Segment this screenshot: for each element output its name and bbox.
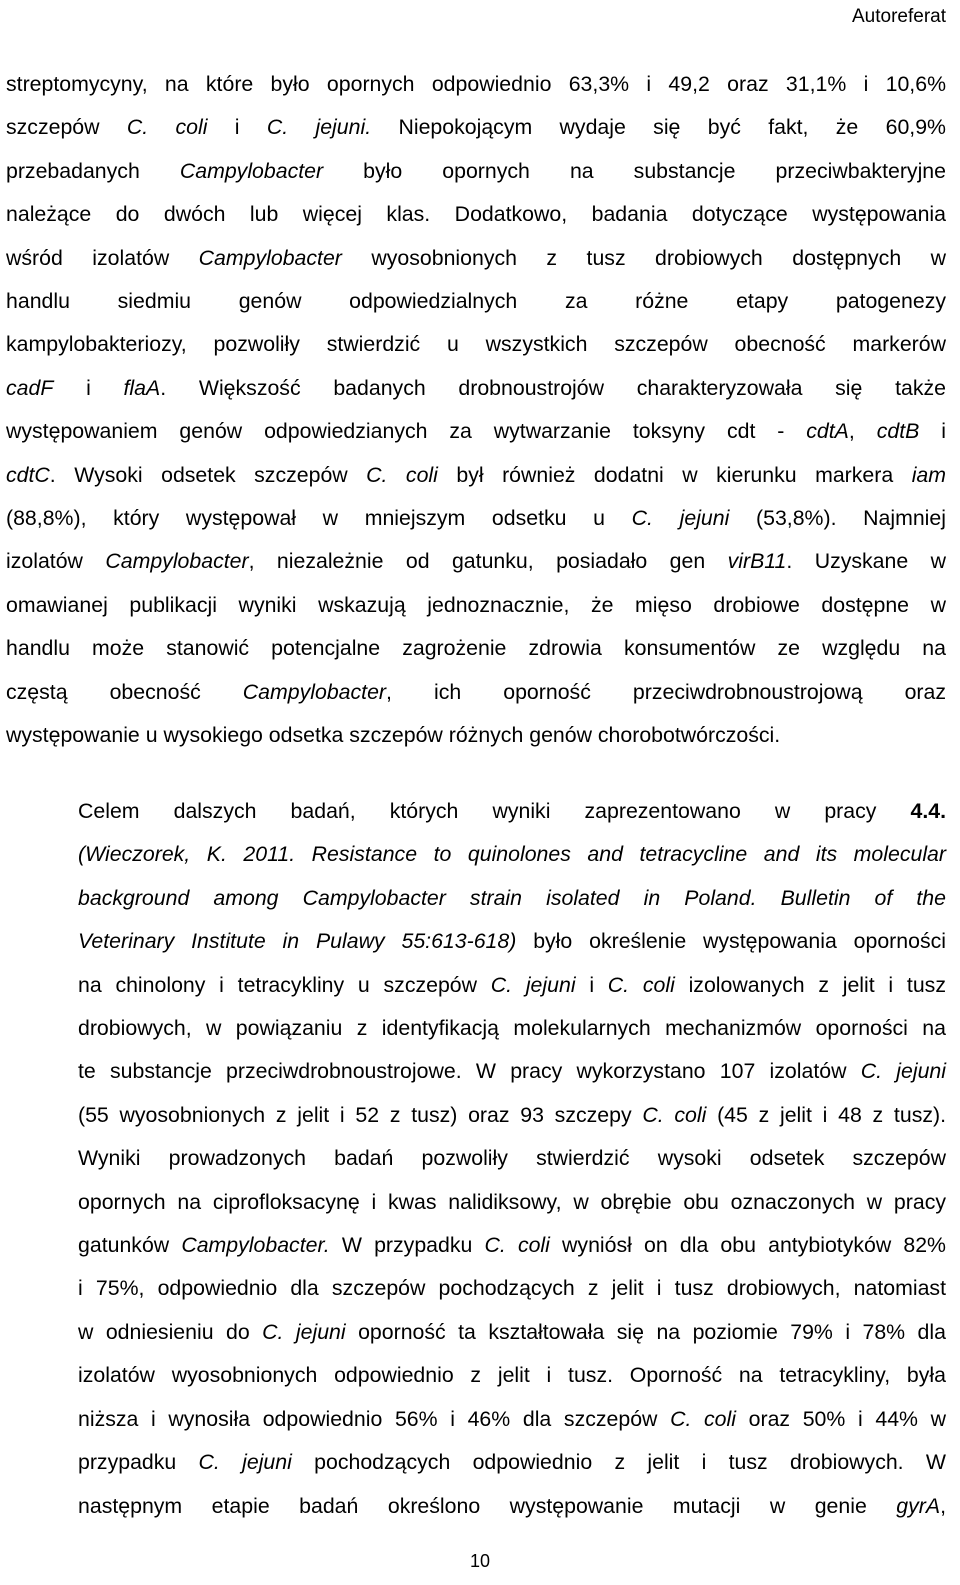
- text-line: [6, 1137, 946, 1180]
- text-run: gatunków: [78, 1233, 182, 1258]
- text-run: . Wysoki odsetek szczepów: [49, 462, 367, 487]
- text-run: izolatów: [6, 549, 106, 574]
- bold-run: 4.4.: [910, 799, 946, 823]
- italic-run: cdtC: [6, 462, 50, 487]
- italic-run: Campylobacter: [179, 158, 324, 183]
- text-line: [6, 237, 946, 280]
- text-run: i: [919, 419, 946, 444]
- text-run: w odniesieniu do: [78, 1319, 263, 1344]
- text-line: [6, 1094, 946, 1137]
- text-run: handlu może stanowić potencjalne zagrożenie zdrowia konsumentów ze względu na: [6, 636, 946, 661]
- italic-run: C. coli: [484, 1233, 550, 1258]
- body-paragraph-1: [6, 63, 946, 758]
- text-line: [6, 1354, 946, 1397]
- text-line: [6, 671, 946, 714]
- italic-run: C. jejuni: [631, 506, 730, 531]
- text-run: ,: [848, 419, 877, 444]
- text-line: [6, 964, 946, 1007]
- text-run: było określenie występowania oporności: [516, 929, 946, 954]
- text-line: [6, 1007, 946, 1050]
- text-line: [6, 1441, 946, 1484]
- text-run: handlu siedmiu genów odpowiedzialnych za różne etapy patogenezy: [6, 289, 946, 314]
- italic-run: C. jejuni: [262, 1319, 346, 1344]
- text-run: te substancje przeciwdrobnoustrojowe. W pracy wykorzystano 107 izolatów: [78, 1059, 861, 1084]
- text-run: częstą obecność: [6, 679, 243, 704]
- text-run: pochodzących odpowiednio z jelit i tusz drobiowych. W: [291, 1450, 946, 1475]
- running-header: Autoreferat: [852, 6, 946, 27]
- text-line: [6, 193, 946, 236]
- italic-run: C. coli: [670, 1406, 736, 1431]
- text-run: izolatów wyosobnionych odpowiednio z jelit i tusz. Oporność na tetracykliny, była: [78, 1363, 946, 1388]
- text-line: [6, 920, 946, 963]
- italic-run: gyrA: [896, 1493, 941, 1518]
- text-line: [6, 1050, 946, 1093]
- text-run: następnym etapie badań określono występowanie mutacji w genie: [78, 1493, 897, 1518]
- text-line: [6, 790, 946, 833]
- italic-run: C. coli: [126, 115, 208, 140]
- text-run: . Uzyskane w: [786, 549, 947, 574]
- text-run: występowaniem genów odpowiedzianych za wytwarzanie toksyny cdt -: [6, 419, 807, 444]
- text-run: wśród izolatów: [6, 245, 199, 270]
- text-run: oporność ta kształtowała się na poziomie 79% i 78% dla: [345, 1319, 946, 1344]
- text-run: występowanie u wysokiego odsetka szczepów różnych genów chorobotwórczości.: [6, 723, 781, 748]
- text-line: [6, 877, 946, 920]
- text-line: [6, 367, 946, 410]
- text-run: wyniósł on dla obu antybiotyków 82%: [549, 1233, 946, 1258]
- text-run: (53,8%). Najmniej: [729, 506, 946, 531]
- text-run: Niepokojącym wydaje się być fakt, że 60,9%: [371, 115, 946, 140]
- italic-run: C. jejuni: [860, 1059, 946, 1084]
- italic-run: C. coli: [366, 462, 438, 487]
- text-line: [6, 323, 946, 366]
- italic-run: Campylobacter: [242, 679, 387, 704]
- text-line: [6, 63, 946, 106]
- page-number: 10: [469, 1551, 491, 1571]
- text-line: [6, 454, 946, 497]
- text-run: przypadku: [78, 1450, 199, 1475]
- text-line: [6, 410, 946, 453]
- text-run: Wyniki prowadzonych badań pozwoliły stwierdzić wysoki odsetek szczepów: [78, 1146, 946, 1171]
- text-line: [6, 1224, 946, 1267]
- italic-run: Campylobacter: [105, 549, 249, 574]
- text-run: (45 z jelit i 48 z tusz).: [706, 1102, 946, 1127]
- text-line: [6, 1267, 946, 1310]
- text-line: [6, 106, 946, 149]
- italic-run: cadF: [6, 375, 54, 400]
- text-run: na chinolony i tetracykliny u szczepów: [78, 972, 491, 997]
- italic-run: flaA: [123, 375, 161, 400]
- text-line: [6, 497, 946, 540]
- text-line: [6, 150, 946, 193]
- italic-run: C. coli: [642, 1102, 707, 1127]
- text-line: [6, 1485, 946, 1528]
- italic-run: Veterinary Institute in Pulawy 55:613-618): [78, 929, 517, 954]
- text-line: [6, 714, 946, 757]
- text-run: W przypadku: [329, 1233, 485, 1258]
- text-run: i: [53, 375, 124, 400]
- text-run: i: [575, 972, 608, 997]
- text-run: kampylobakteriozy, pozwoliły stwierdzić u wszystkich szczepów obecność markerów: [6, 332, 946, 357]
- text-run: przebadanych: [6, 158, 180, 183]
- text-run: omawianej publikacji wyniki wskazują jednoznacznie, że mięso drobiowe dostępne w: [6, 592, 946, 617]
- text-run: wyosobnionych z tusz drobiowych dostępnych w: [341, 245, 946, 270]
- italic-run: (Wieczorek, K. 2011. Resistance to quinolones and tetracycline and its molecular: [78, 842, 946, 867]
- text-run: izolowanych z jelit i tusz: [674, 972, 946, 997]
- text-line: [6, 540, 946, 583]
- text-run: szczepów: [6, 115, 127, 140]
- text-run: oraz 50% i 44% w: [735, 1406, 946, 1431]
- italic-run: background among Campylobacter strain isolated in Poland. Bulletin of the: [78, 885, 946, 910]
- text-run: niższa i wynosiła odpowiednio 56% i 46% dla szczepów: [78, 1406, 671, 1431]
- text-run: streptomycyny, na które było opornych odpowiednio 63,3% i 49,2 oraz 31,1% i 10,6%: [6, 72, 946, 96]
- text-run: opornych na ciprofloksacynę i kwas nalidiksowy, w obrębie obu oznaczonych w pracy: [78, 1189, 946, 1214]
- text-run: Celem dalszych badań, których wyniki zaprezentowano w pracy: [78, 799, 911, 823]
- text-run: , ich oporność przeciwdrobnoustrojową oraz: [386, 679, 946, 704]
- italic-run: Campylobacter.: [181, 1233, 330, 1258]
- text-run: drobiowych, w powiązaniu z identyfikacją molekularnych mechanizmów oporności na: [78, 1016, 946, 1041]
- text-line: [6, 1311, 946, 1354]
- text-run: było opornych na substancje przeciwbakteryjne: [323, 158, 946, 183]
- text-run: i 75%, odpowiednio dla szczepów pochodzących z jelit i tusz drobiowych, natomiast: [78, 1276, 946, 1301]
- text-run: , niezależnie od gatunku, posiadało gen: [248, 549, 728, 574]
- text-run: (55 wyosobnionych z jelit i 52 z tusz) oraz 93 szczepy: [78, 1102, 643, 1127]
- text-run: (88,8%), który występował w mniejszym odsetku u: [6, 506, 632, 531]
- italic-run: Campylobacter: [198, 245, 342, 270]
- text-run: należące do dwóch lub więcej klas. Dodatkowo, badania dotyczące występowania: [6, 202, 946, 227]
- text-line: [6, 280, 946, 323]
- italic-run: C. coli: [607, 972, 675, 997]
- italic-run: C. jejuni: [198, 1450, 292, 1475]
- italic-run: C. jejuni.: [266, 115, 372, 140]
- italic-run: iam: [911, 462, 947, 487]
- body-paragraph-2: [6, 790, 946, 1528]
- italic-run: C. jejuni: [490, 972, 576, 997]
- text-run: ,: [940, 1493, 946, 1518]
- text-run: i: [207, 115, 267, 140]
- text-line: [6, 833, 946, 876]
- text-line: [6, 584, 946, 627]
- italic-run: cdtB: [876, 419, 920, 444]
- text-line: [6, 1181, 946, 1224]
- text-line: [6, 1398, 946, 1441]
- italic-run: cdtA: [806, 419, 849, 444]
- text-run: był również dodatni w kierunku markera: [437, 462, 912, 487]
- text-line: [6, 627, 946, 670]
- text-run: . Większość badanych drobnoustrojów charakteryzowała się także: [160, 375, 946, 400]
- italic-run: virB11: [727, 549, 787, 574]
